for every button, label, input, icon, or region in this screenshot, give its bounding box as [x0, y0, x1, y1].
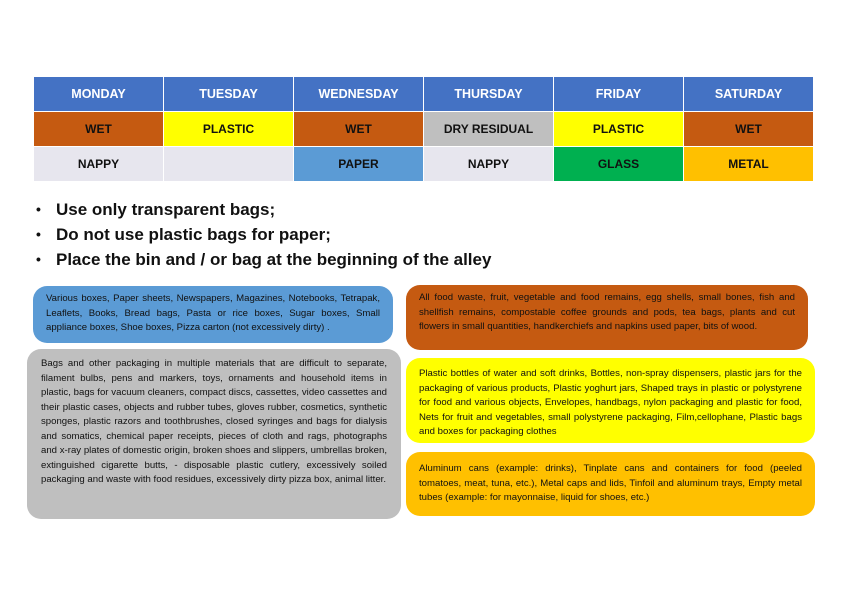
bullet-icon: •: [36, 201, 41, 217]
day-header-monday: MONDAY: [34, 77, 164, 112]
rule-item: [36, 222, 491, 247]
schedule-row-2: [34, 147, 814, 182]
bullet-icon: •: [36, 226, 41, 242]
rule-text: Use only transparent bags;: [56, 200, 276, 219]
dry-residual-items-box: Bags and other packaging in multiple materials that are difficult to separate, filament bulbs, pens and markers, toys, ornaments and household items in plastic, bags for vacuum cleaners, compact discs, cassettes, video cassettes and their plastic cases, objects and rubber tubes, gloves rubber, cosmetics, synthetic sponges, plastic razors and toothbrushes, closed syringes and bags for dialysis and somatics, chemical paper receipts, pieces of cloth and rags, photographs and x-ray plates of domestic origin, broken shoes and slippers, umbrellas broken, extinguished cigarette butts, - disposable plastic cutlery, excessively soiled packaging and waste with food residues, excessively dirty pizza box, animal litter.: [27, 349, 401, 519]
rule-item: [36, 247, 491, 272]
thursday-waste-1: DRY RESIDUAL: [424, 112, 554, 147]
day-header-friday: FRIDAY: [554, 77, 684, 112]
rule-text: Place the bin and / or bag at the beginning of the alley: [56, 250, 492, 269]
bullet-icon: •: [36, 251, 41, 267]
monday-waste-2: NAPPY: [34, 147, 164, 182]
rule-item: [36, 197, 491, 222]
friday-waste-2: GLASS: [554, 147, 684, 182]
thursday-waste-2: NAPPY: [424, 147, 554, 182]
collection-schedule-table: [33, 76, 814, 182]
monday-waste-1: WET: [34, 112, 164, 147]
rule-text: Do not use plastic bags for paper;: [56, 225, 331, 244]
friday-waste-1: PLASTIC: [554, 112, 684, 147]
wet-items-box: All food waste, fruit, vegetable and food remains, egg shells, small bones, fish and shellfish remains, compostable coffee grounds and pods, tea bags, plants and cut flowers in small quantities, handkerchiefs and napkins used paper, bits of wood.: [406, 285, 808, 350]
rules-list: [36, 197, 491, 272]
day-header-thursday: THURSDAY: [424, 77, 554, 112]
plastic-items-box: Plastic bottles of water and soft drinks, Bottles, non-spray dispensers, plastic jars for the packaging of various products, Plastic yoghurt jars, Shaped trays in plastic or polystyrene for food and various objects, Envelopes, handbags, nylon packaging and plastic for food, Nets for fruit and vegetables, small polystyrene packaging, Film,cellophane, Plastic bags and boxes for packaging clothes: [406, 358, 815, 443]
metal-items-box: Aluminum cans (example: drinks), Tinplate cans and containers for food (peeled tomatoes, meat, tuna, etc.), Metal caps and lids, Tinfoil and aluminum trays, Empty metal tubes (example: for mayonnaise, liquid for shoes, etc.): [406, 452, 815, 516]
day-header-saturday: SATURDAY: [684, 77, 814, 112]
saturday-waste-1: WET: [684, 112, 814, 147]
schedule-row-1: [34, 112, 814, 147]
tuesday-waste-1: PLASTIC: [164, 112, 294, 147]
paper-items-box: Various boxes, Paper sheets, Newspapers, Magazines, Notebooks, Tetrapak, Leaflets, Books, Bread bags, Pasta or rice boxes, Sugar boxes, Small appliance boxes, Shoe boxes, Pizza carton (not excessively dirty) .: [33, 286, 393, 343]
tuesday-waste-2: [164, 147, 294, 182]
day-header-tuesday: TUESDAY: [164, 77, 294, 112]
wednesday-waste-2: PAPER: [294, 147, 424, 182]
day-header-wednesday: WEDNESDAY: [294, 77, 424, 112]
wednesday-waste-1: WET: [294, 112, 424, 147]
schedule-header-row: [34, 77, 814, 112]
saturday-waste-2: METAL: [684, 147, 814, 182]
